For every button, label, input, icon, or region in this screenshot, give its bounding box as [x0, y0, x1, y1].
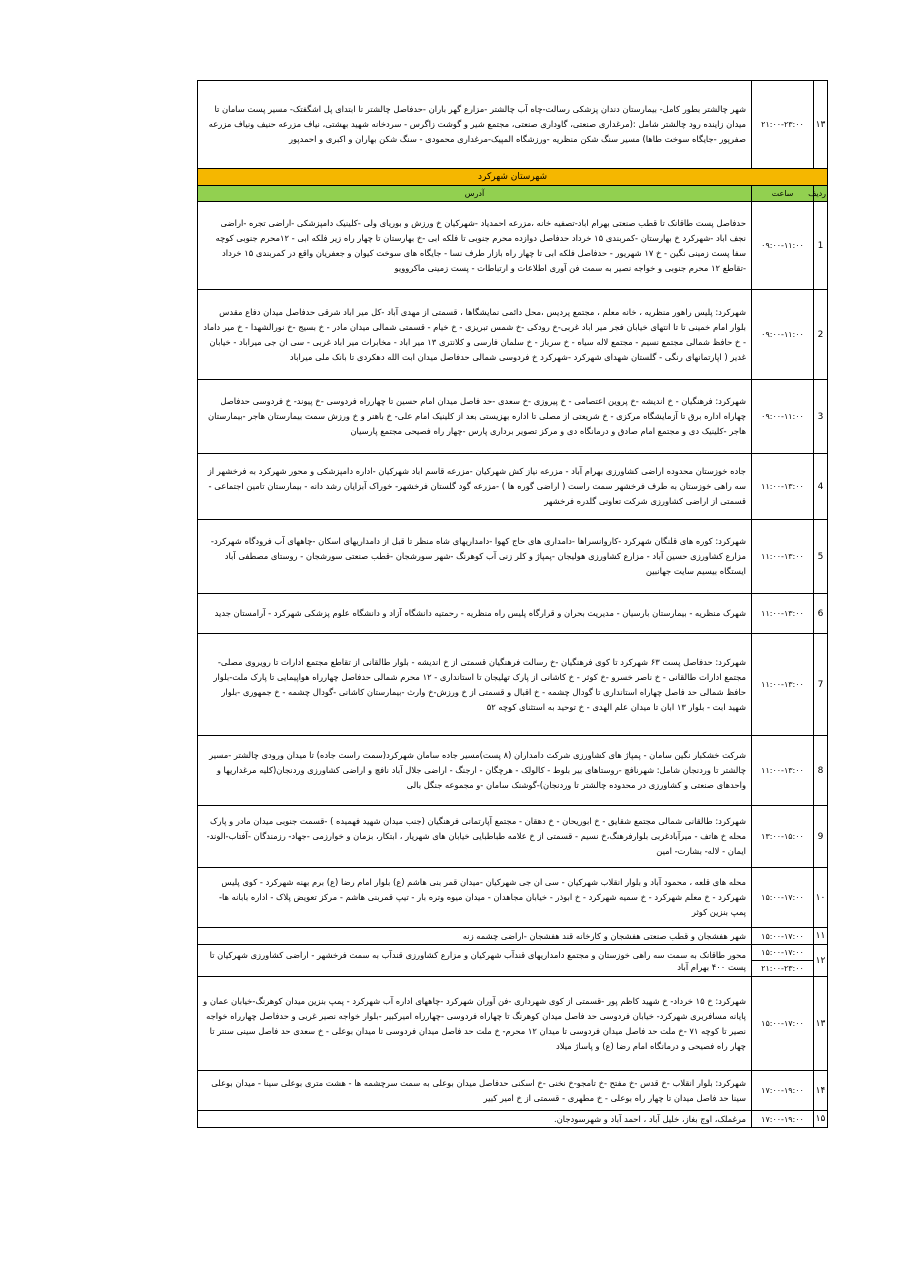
- address-cell: حدفاصل پست طاقانک تا قطب صنعتی بهرام اباد-تصفیه خانه ،مزرعه احمدیاد -شهرکیان خ ورزش و بوریای ولی -کلینیک دامپزشکی -اراضی تجره -اراضی نجف اباد -شهرکرد خ بهارستان -کمربندی ۱۵ خرداد حدفاصل دوازده محرم جنوبی تا فلکه ابی -خ بهارستان تا چهار راه زیر فلکه ابی - ۱۲محرم جنوبی کوچه سفا پست زمینی نگین - خ ۱۷ شهریور - حدفاصل فلکه ابی تا چهار راه بازار طرف نسا - جایگاه های سوخت کیوان و جعفریان واقع در کمربندی ۱۵ خرداد -تقاطع ۱۲ محرم جنوبی و خواجه نصیر به سمت فن آوری اطلاعات و ارتباطات - پست زمینی ماکروویو: [198, 202, 752, 290]
- time-range: ۱۱:۰۰-۱۳:۰۰: [752, 634, 814, 736]
- header-address: آدرس: [198, 186, 752, 202]
- time-range: ۱۱:۰۰-۱۳:۰۰: [752, 736, 814, 806]
- header-row: [198, 186, 828, 202]
- address-cell: جاده خوزستان محدوده اراضی کشاورزی بهرام آباد - مزرعه نیاز کش شهرکیان -مزرعه قاسم اباد شهرکیان -اداره دامپزشکی و محور شهرکرد به فرخشهر از سه راهی خوزستان به طرف فرخشهر سمت راست ( اراضی گوره ها ) -مزرعه گود گلستان فرخشهر- خوراک آبزایان رشد دانه - بیمارستان تامین اجتماعی - قسمتی از اراضی کشاورزی شرکت تعاونی گلدره فرخشهر: [198, 454, 752, 520]
- row-number: 2: [814, 290, 828, 380]
- address-cell: شهرکرد: کوره های قلنگان شهرکرد -کاروانسراها -دامداری های حاج کهوا -دامداریهای شاه منظر تا قبل از دامداریهای اسکان -چاههای آب فرودگاه شهرکرد- مزارع کشاورزی حسین آباد - مزارع کشاورزی هولیجان -پمپاژ و کلر زنی آب کوهرنگ -شهر سورشجان -قطب صنعتی سورشجان - روستای مصطفی آباد ایستگاه بیسیم سایت جهانبین: [198, 520, 752, 594]
- address-cell: شهرکرد: طالقانی شمالی مجتمع شقایق - خ ابوریحان - خ دهقان - مجتمع آپارتمانی فرهنگیان (جنب میدان شهید فهمیده ) -قسمت جنوبی میدان مادر و پارک محله خ هاتف - میرآبادغربی بلوارفرهنگ،خ نسیم - قسمتی از خ علامه طباطبایی خیابان های شهریار ، ابتکار، بزمان و خوارزمی -جهاد- رزمندگان -آفتاب-الوند- ایمان - لاله- بشارت- امین: [198, 806, 752, 868]
- table-row: [198, 928, 828, 945]
- row-number: ۱۲: [814, 945, 828, 977]
- table-row: [198, 945, 828, 961]
- time-range: ۱۵:۰۰-۱۷:۰۰: [752, 868, 814, 928]
- table-row: [198, 736, 828, 806]
- header-num: ردیف: [814, 186, 828, 202]
- row-number: 9: [814, 806, 828, 868]
- time-range: ۱۱:۰۰-۱۳:۰۰: [752, 520, 814, 594]
- row-number: ۱۱: [814, 928, 828, 945]
- row-number: 8: [814, 736, 828, 806]
- time-range: ۲۱:۰۰-۲۳:۰۰: [752, 81, 814, 169]
- time-range: ۰۹:۰۰-۱۱:۰۰: [752, 380, 814, 454]
- address-cell: شهر هفشجان و قطب صنعتی هفشجان و کارخانه قند هفشجان -اراضی چشمه زنه: [198, 928, 752, 945]
- address-cell: شرکت خشکبار نگین سامان - پمپاژ های کشاورزی شرکت دامداران (۸ پست)مسیر جاده سامان شهرکرد(سمت راست جاده) تا میدان ورودی چالشتر -مسیر چالشتر تا وردنجان شامل: شهرنافچ -روستاهای بیر بلوط - کالولک - هرچگان - ارجنگ - اراضی جلال آباد نافچ و اراضی کشاورزی وردنجان(کلیه مرغداریها و واحدهای صنعتی و کشاورزی در محدوده چالشتر تا وردنجان)-گوشنک سامان -و مجموعه جنگل بالی: [198, 736, 752, 806]
- outage-schedule-table: [197, 80, 828, 1128]
- table-row: [198, 380, 828, 454]
- row-number: ۱۳: [814, 81, 828, 169]
- table-row: [198, 202, 828, 290]
- time-range: ۱۱:۰۰-۱۳:۰۰: [752, 594, 814, 634]
- table-row: [198, 520, 828, 594]
- section-band-row: [198, 169, 828, 186]
- table-row: [198, 977, 828, 1071]
- address-cell: شهر چالشتر بطور کامل- بیمارستان دندان پزشکی رسالت-چاه آب چالشتر -مزارع گهر باران -حدفاصل چالشتر تا ابتدای پل اشگفتک- مسیر پست سامان تا میدان زاینده رود چالشتر شامل :(مرغداری صنعتی، گاوداری صنعتی، مجتمع شیر و گوشت زاگرس - سردخانه شهید بهشتی، نیاف مزرعه حنیف ونیاف مزرعه صفرپور -جایگاه سوخت طاها) مسیر سنگ شکن منظریه -ورزشگاه المپیک-مرغداری محمودی - سنگ شکن بهاران و اکبری و احمدپور: [198, 81, 752, 169]
- table-row: [198, 806, 828, 868]
- table-row: [198, 1111, 828, 1128]
- time-range: ۱۵:۰۰-۱۷:۰۰: [752, 928, 814, 945]
- header-time: ساعت: [752, 186, 814, 202]
- section-title: شهرستان شهرکرد: [198, 169, 828, 186]
- row-number: 6: [814, 594, 828, 634]
- row-number: 4: [814, 454, 828, 520]
- table-row: [198, 594, 828, 634]
- address-cell: شهرک منظریه - بیمارستان بارسیان - مدیریت بحران و قرارگاه پلیس راه منظریه - رحمتیه دانشگاه آزاد و دانشگاه علوم پزشکی شهرکرد - آرامستان جدید: [198, 594, 752, 634]
- table-row: [198, 634, 828, 736]
- row-number: ۱۵: [814, 1111, 828, 1128]
- row-number: ۱۰: [814, 868, 828, 928]
- row-number: 5: [814, 520, 828, 594]
- time-range-second: ۲۱:۰۰-۲۳:۰۰: [752, 961, 814, 977]
- schedule-sheet: [198, 80, 828, 1128]
- time-range: ۱۱:۰۰-۱۳:۰۰: [752, 454, 814, 520]
- address-cell: مرغملک، اوج بغاز، خلیل آباد ، احمد آباد و شهرسودجان.: [198, 1111, 752, 1128]
- address-cell: شهرکرد: حدفاصل پست ۶۳ شهرکرد تا کوی فرهنگیان -خ رسالت فرهنگیان قسمتی از خ اندیشه - بلوار طالقانی از تقاطع مجتمع ادارات تا رویروی مصلی- مجتمع ادارات طالقانی - خ ناصر خسرو -خ کوثر - خ کاشانی از پارک تهلیجان تا استانداری - ۱۲ محرم شمالی حدفاصل چهارراه هواپیمایی تا پارک ملت-بلوار حافظ شمالی حد فاصل چهاراه استانداری تا گودال چشمه - خ اقبال و قسمتی از خ ورزش-خ وارث -بیمارستان کاشانی -گودال چشمه - خ جمهوری -بلوار شهید ابت - بلوار ۱۳ ابان تا میدان علم الهدی - خ توحید به استثنای کوچه ۵۲: [198, 634, 752, 736]
- table-row: [198, 290, 828, 380]
- row-number: ۱۳: [814, 977, 828, 1071]
- table-row: [198, 454, 828, 520]
- time-range: ۱۳:۰۰-۱۵:۰۰: [752, 806, 814, 868]
- time-range: ۱۵:۰۰-۱۷:۰۰: [752, 945, 814, 961]
- address-cell: محله های قلعه ، محمود آباد و بلوار انقلاب شهرکیان - سی ان جی شهرکیان -میدان قمر بنی هاشم (ع) بلوار امام رضا (ع) برم بهنه شهرکرد - کوی پلیس شهرکرد - خ معلم شهرکرد - خ سمیه شهرکرد - خ ابوذر - خیابان مجاهدان - میدان میوه وتره بار - تیپ قمربنی هاشم - مرکز تعویض پلاک - اداره بابانه ها- پمپ بنزین کوثر: [198, 868, 752, 928]
- table-row: [198, 1071, 828, 1111]
- time-range: ۰۹:۰۰-۱۱:۰۰: [752, 290, 814, 380]
- time-range: ۱۷:۰۰-۱۹:۰۰: [752, 1071, 814, 1111]
- time-range: ۱۷:۰۰-۱۹:۰۰: [752, 1111, 814, 1128]
- row-number: 7: [814, 634, 828, 736]
- row-number: 1: [814, 202, 828, 290]
- time-range: ۰۹:۰۰-۱۱:۰۰: [752, 202, 814, 290]
- address-cell: شهرکرد: پلیس راهور منظریه ، خانه معلم ، مجتمع پردیس ،محل دائمی نمایشگاها ، قسمتی از مهدی آباد -کل میر اباد شرقی حدفاصل میدان دفاع مقدس بلوار امام خمینی تا تا انتهای خیابان فجر میر اباد غربی-خ رودکی -خ شمس تبریزی - خ خیام - قسمتی شمالی میدان مادر - خ بسیج -خ نورالشهدا - خ میر داماد - خ حافظ شمالی مجتمع نسیم - مجتمع لاله سیاه - خ سرباز - خ سلمان فارسی و کلانتری ۱۳ میر اباد - مخابرات میر اباد غربی - سی ان جی میراباد - خیابان غدیر ( اپارتمانهای رنگی - گلستان شهدای شهرکرد -شهرکرد خ فردوسی شمالی حدفاصل میدان ابت الله دهکردی تا بانک ملی میراباد: [198, 290, 752, 380]
- row-number: 3: [814, 380, 828, 454]
- table-row: [198, 868, 828, 928]
- row-number: ۱۴: [814, 1071, 828, 1111]
- address-cell: محور طاقانک به سمت سه راهی خوزستان و مجتمع دامداریهای قندآب شهرکیان و مزارع کشاورزی قندآب به سمت فرخشهر - اراضی کشاورزی شهرکیان تا پست ۴۰۰ بهرام آباد: [198, 945, 752, 977]
- table-row: [198, 81, 828, 169]
- address-cell: شهرکرد: فرهنگیان - خ اندیشه -خ پروین اعتصامی - خ پیروزی -خ سعدی -حد فاصل میدان امام حسین تا چهارراه فردوسی -خ پیوند- خ فردوسی حدفاصل چهاراه اداره برق تا آزمایشگاه مرکزی - خ شریعتی از مصلی تا اداره بهزیستی بعد از کلینیک امام علی- خ باهنر و خ ورزش سمت بیمارستان هاجر -بیمارستان هاجر -کلینیک دی و مجتمع امام صادق و درمانگاه دی و مرکز تصویر برداری پارس -چهار راه فصیحی مجتمع پارسیان: [198, 380, 752, 454]
- time-range: ۱۵:۰۰-۱۷:۰۰: [752, 977, 814, 1071]
- address-cell: شهرکرد: خ ۱۵ خرداد- خ شهید کاظم پور -قسمتی از کوی شهرداری -فن آوران شهرکرد -چاههای اداره آب شهرکرد - پمپ بنزین میدان کوهرنگ-خیابان عمان و پایانه مسافربری شهرکرد- خیابان فردوسی حد فاصل میدان کوهرنگ تا چهاراه فردوسی -چهارراه امیرکبیر -بلوار خواجه نصیر غربی و حدفاصل چهارراه خواجه نصیر تا کوچه ۷۱ -خ ملت حد فاصل میدان فردوسی تا میدان ۱۲ محرم- خ ملت حد فاصل میدان فردوسی تا میدان بوعلی - خ سعدی حد فاصل سینی سنتر تا چهار راه فصیحی و درمانگاه امام رضا (ع) و پاساژ میلاد: [198, 977, 752, 1071]
- address-cell: شهرکرد: بلوار انقلاب -خ قدس -خ مفتح -خ تامجو-خ نخنی -خ اسکنی حدفاصل میدان بوعلی به سمت سرچشمه ها - هشت متری بوعلی سینا - میدان بوعلی سینا حد فاصل میدان تا چهار راه بوعلی - خ مطهری - قسمتی از خ امیر کبیر: [198, 1071, 752, 1111]
